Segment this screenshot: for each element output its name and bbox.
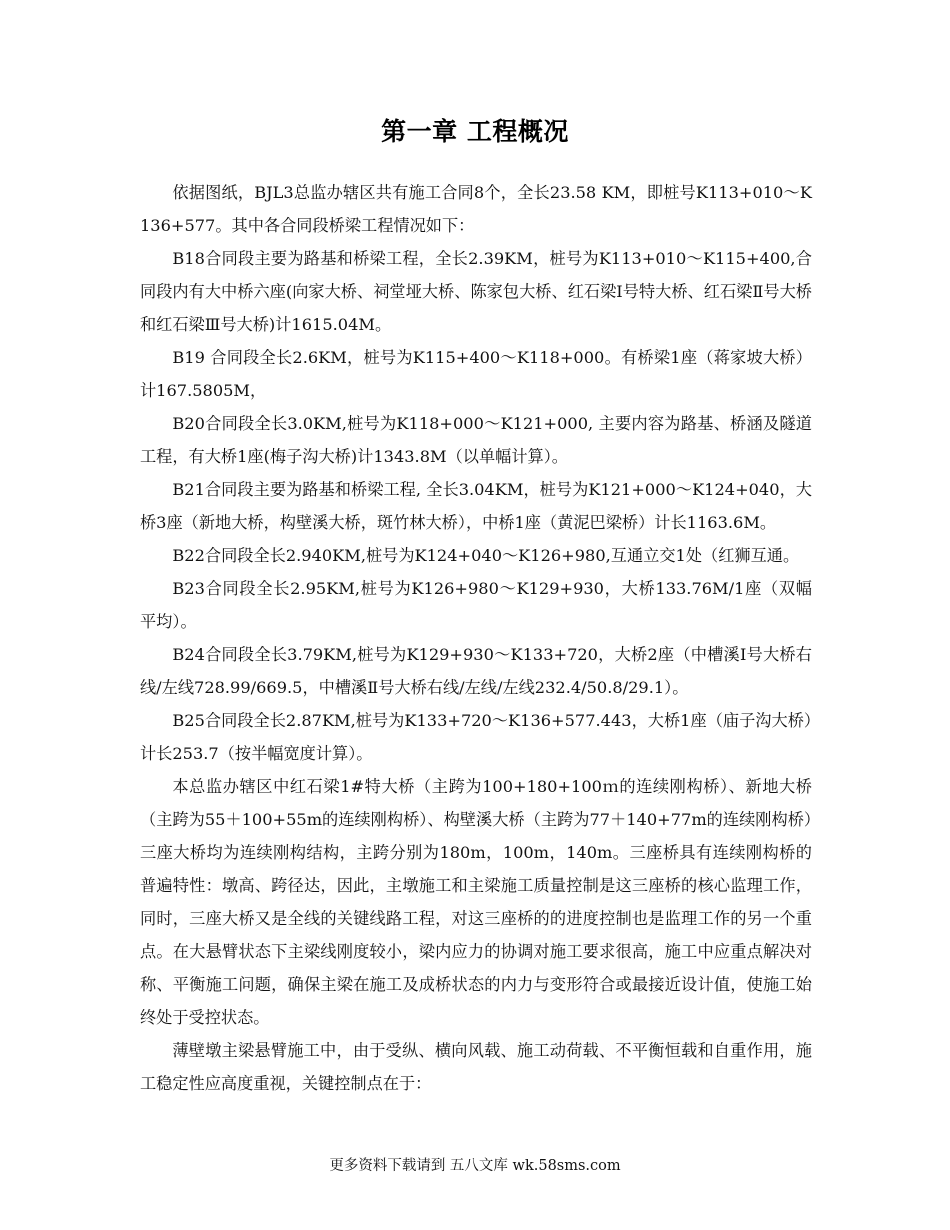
paragraph-intro: 依据图纸，BJL3总监办辖区共有施工合同8个，全长23.58 KM，即桩号K113+010～K136+577。其中各合同段桥梁工程情况如下： (140, 183, 812, 235)
paragraph-b22: B22合同段全长2.940KM,桩号为K124+040～K126+980,互通立交1处（红狮互通。 (172, 546, 800, 565)
footer-link[interactable]: 更多资料下载请到 五八文库 wk.58sms.com (329, 1158, 621, 1174)
paragraph-key-bridges: 本总监办辖区中红石梁1#特大桥（主跨为100+180+100ｍ的连续刚构桥）、新地大桥（主跨为55＋100+55m的连续刚构桥）、构壁溪大桥（主跨为77＋140+77m的连续刚构桥）三座大桥均为连续刚构结构，主跨分别为180m，100m，140m。三座桥具有连续刚构桥的普遍特性：墩高、跨径达，因此，主墩施工和主梁施工质量控制是这三座桥的核心监理工作，同时，三座大桥又是全线的关键线路工程，对这三座桥的的进度控制也是监理工作的另一个重点。在大悬臂状态下主梁线刚度较小，梁内应力的协调对施工要求很高，施工中应重点解决对称、平衡施工问题，确保主梁在施工及成桥状态的内力与变形符合或最接近设计值，使施工始终处于受控状态。 (140, 777, 812, 1027)
paragraph-b24: B24合同段全长3.79KM,桩号为K129+930～K133+720，大桥2座（中槽溪Ⅰ号大桥右线/左线728.99/669.5，中槽溪Ⅱ号大桥右线/左线/左线232.4/50.8/29.1）。 (140, 645, 812, 697)
paragraph-b23: B23合同段全长2.95KM,桩号为K126+980～K129+930，大桥133.76M/1座（双幅平均）。 (140, 579, 812, 631)
paragraph-b21: B21合同段主要为路基和桥梁工程, 全长3.04KM，桩号为K121+000～K124+040，大桥3座（新地大桥，构壁溪大桥，斑竹林大桥），中桥1座（黄泥巴梁桥）计长1163.6M。 (140, 480, 812, 532)
paragraph-stability: 薄壁墩主梁悬臂施工中，由于受纵、横向风载、施工动荷载、不平衡恒载和自重作用，施工稳定性应高度重视，关键控制点在于： (140, 1041, 812, 1093)
paragraph-b19: B19 合同段全长2.6KM，桩号为K115+400～K118+000。有桥梁1座（蒋家坡大桥）计167.5805M， (140, 348, 812, 400)
paragraph-b20: B20合同段全长3.0KM,桩号为K118+000～K121+000, 主要内容为路基、桥涵及隧道工程，有大桥1座(梅子沟大桥)计1343.8M（以单幅计算）。 (140, 414, 812, 466)
paragraph-b18: B18合同段主要为路基和桥梁工程，全长2.39KM，桩号为K113+010～K115+400,合同段内有大中桥六座(向家大桥、祠堂垭大桥、陈家包大桥、红石梁Ⅰ号特大桥、红石梁Ⅱ号大桥和红石梁Ⅲ号大桥)计1615.04M。 (140, 249, 812, 334)
body-text (140, 176, 812, 1100)
chapter-title: 第一章 工程概况 (381, 117, 569, 146)
paragraph-b25: B25合同段全长2.87KM,桩号为K133+720～K136+577.443，大桥1座（庙子沟大桥）计长253.7（按半幅宽度计算）。 (140, 711, 812, 763)
